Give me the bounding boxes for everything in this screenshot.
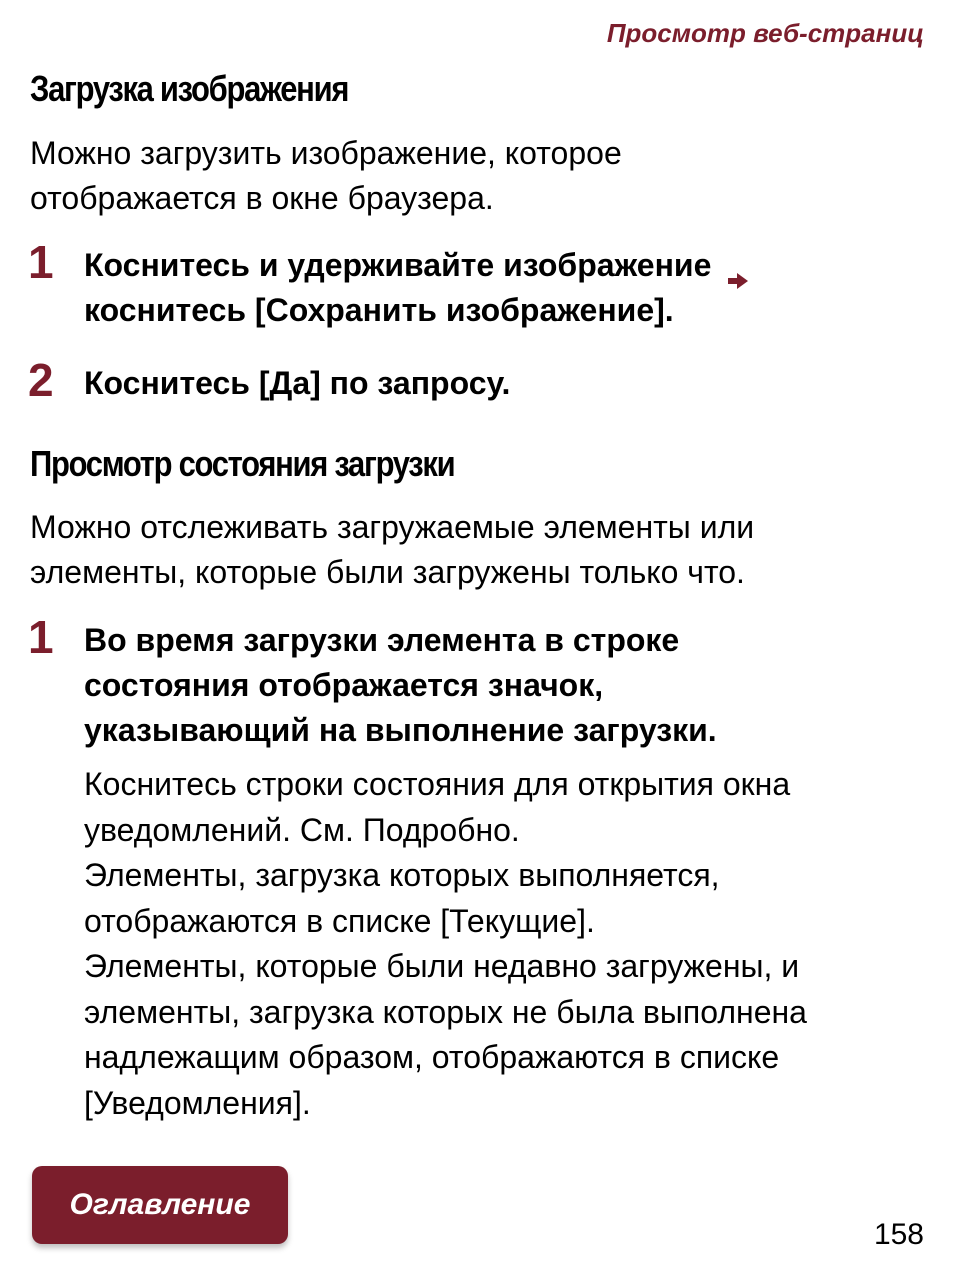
description-line: надлежащим образом, отображаются в списке [84, 1039, 780, 1075]
step-line-text: состояния отображается значок, [84, 667, 604, 703]
description-line: Элементы, загрузка которых выполняется, [84, 857, 720, 893]
section1-intro-line2: отображается в окне браузера. [30, 180, 494, 216]
section-title-image-download: Загрузка изображения [30, 68, 349, 109]
description-line: элементы, загрузка которых не была выполнена [84, 993, 807, 1030]
step-instruction [84, 618, 944, 753]
description-line: [Уведомления]. [84, 1084, 311, 1121]
section2-intro-line1: Можно отслеживать загружаемые элементы или [30, 509, 755, 545]
page-number: 158 [873, 1218, 924, 1251]
section1-intro-line1: Можно загрузить изображение, которое [30, 135, 622, 171]
step-line [84, 243, 944, 288]
toc-button-label: Оглавление [69, 1188, 251, 1221]
step-line-text: Во время загрузки элемента в строке [84, 622, 680, 658]
step-line-text: Коснитесь [Да] по запросу. [84, 365, 511, 401]
step-instruction [84, 243, 944, 333]
description-line: Элементы, которые были недавно загружены, и [84, 948, 800, 984]
table-of-contents-button[interactable] [32, 1166, 288, 1244]
description-line: Коснитесь строки состояния для открытия окна [84, 766, 791, 802]
chapter-title: Просмотр веб-страниц [606, 18, 924, 48]
step-number: 1 [28, 236, 54, 288]
step-instruction [84, 361, 944, 406]
step-line-text: Коснитесь и удерживайте изображение [84, 247, 712, 283]
step-line-text: коснитесь [Сохранить изображение]. [84, 292, 674, 328]
section2-intro-line2: элементы, которые были загружены только что. [30, 554, 745, 590]
arrow-right-icon [726, 258, 750, 278]
section-title-download-status: Просмотр состояния загрузки [30, 443, 455, 484]
description-line: уведомлений. См. Подробно. [84, 811, 520, 848]
section2-intro [30, 505, 930, 595]
description-line: отображаются в списке [Текущие]. [84, 902, 595, 939]
step-number: 2 [28, 354, 54, 406]
section1-intro [30, 131, 930, 221]
step-description [84, 762, 944, 1126]
step-line-text: указывающий на выполнение загрузки. [84, 712, 717, 748]
step-number: 1 [28, 611, 54, 663]
